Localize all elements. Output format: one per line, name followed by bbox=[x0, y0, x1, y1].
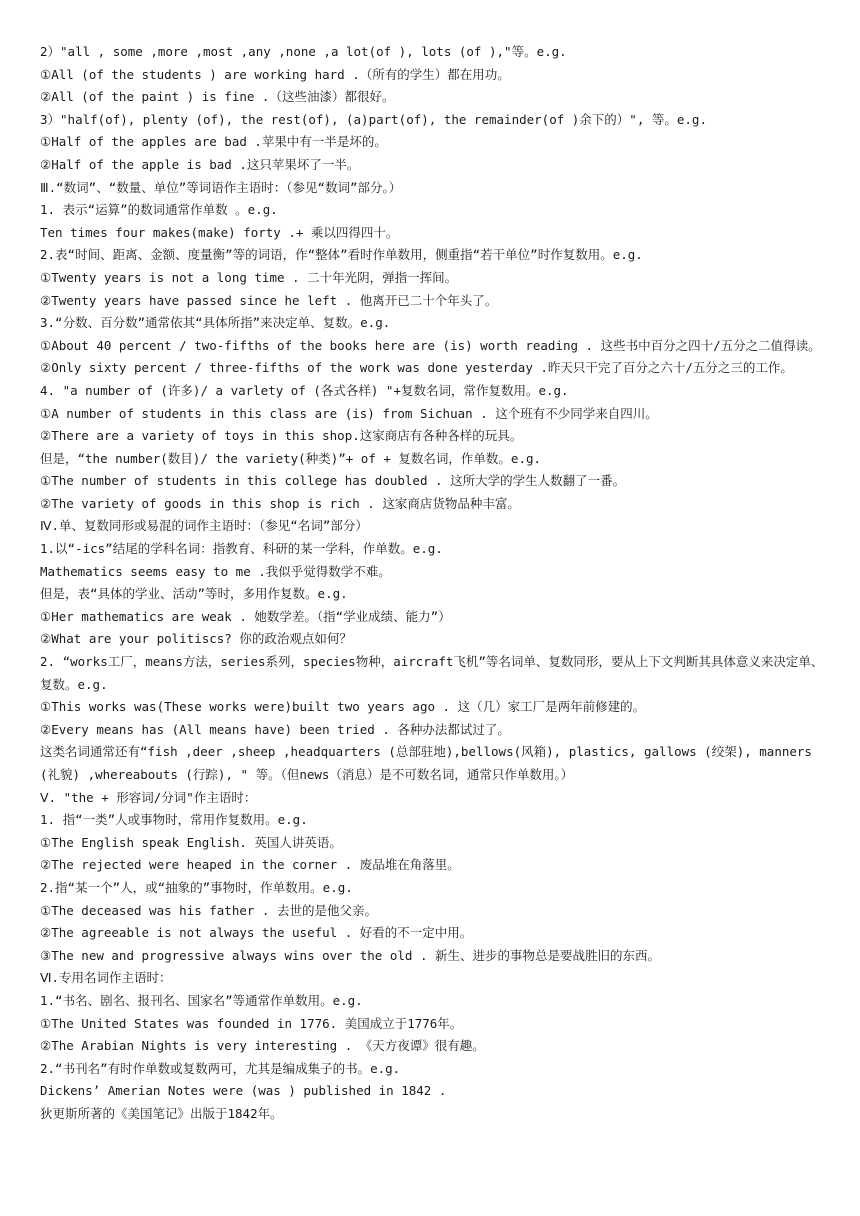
text-line: ②Only sixty percent / three-fifths of the work was done yesterday .昨天只干完了百分之六十/五分之三的工作。 bbox=[40, 360, 793, 376]
section-heading: Ⅳ.单、复数同形或易混的词作主语时：（参见“名词”部分） bbox=[40, 518, 368, 534]
document-page bbox=[40, 41, 825, 1126]
text-line: 但是，“the number(数目)/ the variety(种类)”+ of + 复数名词，作单数。e.g. bbox=[40, 450, 542, 466]
text-line: 1.“书名、剧名、报刊名、国家名”等通常作单数用。e.g. bbox=[40, 992, 363, 1008]
text-line: Ten times four makes(make) forty .+ 乘以四得四十。 bbox=[40, 224, 399, 240]
text-line: 这类名词通常还有“fish ,deer ,sheep ,headquarters (总部驻地),bellows(风箱), plastics, gallows (绞架), manners(礼貌) ,whereabouts (行踪), " 等。（但news（消息）是不可数名词，通常只作单数用。） bbox=[40, 744, 812, 782]
text-line: ②All (of the paint ) is fine .（这些油漆）都很好。 bbox=[40, 89, 395, 105]
text-line: ②Every means has (All means have) been tried . 各种办法都试过了。 bbox=[40, 721, 510, 737]
text-line: ①The deceased was his father . 去世的是他父亲。 bbox=[40, 902, 377, 918]
text-line: ②Twenty years have passed since he left . 他离开已二十个年头了。 bbox=[40, 292, 498, 308]
text-line: 1.以“-ics”结尾的学科名词：指教育、科研的某一学科，作单数。e.g. bbox=[40, 541, 443, 557]
text-line: ②What are your politiscs? 你的政治观点如何？ bbox=[40, 631, 352, 647]
text-line: ②The agreeable is not always the useful . 好看的不一定中用。 bbox=[40, 925, 473, 941]
text-line: ①Her mathematics are weak . 她数学差。（指“学业成绩、能力”） bbox=[40, 608, 451, 624]
text-line: ②There are a variety of toys in this shop.这家商店有各种各样的玩具。 bbox=[40, 428, 523, 444]
text-line: 3）"half(of), plenty (of), the rest(of), (a)part(of), the remainder(of )余下的）", 等。e.g. bbox=[40, 111, 707, 127]
text-line: ①The United States was founded in 1776. 美国成立于1776年。 bbox=[40, 1015, 463, 1031]
text-line: ①Twenty years is not a long time . 二十年光阴，弹指一挥间。 bbox=[40, 269, 458, 285]
text-line: 1. 表示“运算”的数词通常作单数 。e.g. bbox=[40, 202, 278, 218]
text-line: 狄更斯所著的《美国笔记》出版于1842年。 bbox=[40, 1105, 283, 1121]
text-line: Dickens’ Amerian Notes were (was ) published in 1842 . bbox=[40, 1083, 447, 1099]
text-line: 1. 指“一类”人或事物时，常用作复数用。e.g. bbox=[40, 812, 308, 828]
section-heading: Ⅴ. "the + 形容词/分词"作主语时： bbox=[40, 789, 257, 805]
section-heading: Ⅲ.“数词”、“数量、单位”等词语作主语时：（参见“数词”部分。） bbox=[40, 179, 402, 195]
text-line: ②The variety of goods in this shop is rich . 这家商店货物品种丰富。 bbox=[40, 495, 520, 511]
text-line: ②The Arabian Nights is very interesting . 《天方夜谭》很有趣。 bbox=[40, 1038, 485, 1054]
section-heading: Ⅵ.专用名词作主语时： bbox=[40, 970, 172, 986]
text-line: ①The number of students in this college has doubled . 这所大学的学生人数翻了一番。 bbox=[40, 473, 626, 489]
text-line: 2.表“时间、距离、金额、度量衡”等的词语，作“整体”看时作单数用，侧重指“若干单位”时作复数用。e.g. bbox=[40, 247, 643, 263]
text-line: ①The English speak English. 英国人讲英语。 bbox=[40, 834, 342, 850]
text-line: 2.指“某一个”人，或“抽象的”事物时，作单数用。e.g. bbox=[40, 879, 353, 895]
text-line: ①A number of students in this class are (is) from Sichuan . 这个班有不少同学来自四川。 bbox=[40, 405, 658, 421]
text-line: Mathematics seems easy to me .我似乎觉得数学不难。 bbox=[40, 563, 391, 579]
text-line: ②Half of the apple is bad .这只苹果坏了一半。 bbox=[40, 156, 360, 172]
text-line: ①Half of the apples are bad .苹果中有一半是坏的。 bbox=[40, 134, 387, 150]
text-line: 2.“书刊名”有时作单数或复数两可，尤其是编成集子的书。e.g. bbox=[40, 1060, 401, 1076]
text-line: 2）"all , some ,more ,most ,any ,none ,a lot(of ), lots (of ),"等。e.g. bbox=[40, 44, 567, 59]
text-line: 但是，表“具体的学业、活动”等时，多用作复数。e.g. bbox=[40, 586, 348, 602]
text-line: ①This works was(These works were)built two years ago . 这（几）家工厂是两年前修建的。 bbox=[40, 699, 646, 715]
text-line: ①All (of the students ) are working hard .（所有的学生）都在用功。 bbox=[40, 66, 510, 82]
text-line: 2. “works工厂，means方法，series系列，species物种，aircraft飞机”等名词单、复数同形，要从上下文判断其具体意义来决定单、复数。e.g. bbox=[40, 654, 824, 692]
text-line: 4. "a number of (许多)/ a varlety of (各式各样) "+复数名词，常作复数用。e.g. bbox=[40, 382, 569, 398]
text-line: ②The rejected were heaped in the corner . 废品堆在角落里。 bbox=[40, 857, 460, 873]
text-line: ③The new and progressive always wins over the old . 新生、进步的事物总是要战胜旧的东西。 bbox=[40, 947, 661, 963]
text-line: ①About 40 percent / two-fifths of the books here are (is) worth reading . 这些书中百分之四十/五分之二值得读。 bbox=[40, 337, 821, 353]
text-line: 3.“分数、百分数”通常依其“具体所指”来决定单、复数。e.g. bbox=[40, 315, 391, 331]
